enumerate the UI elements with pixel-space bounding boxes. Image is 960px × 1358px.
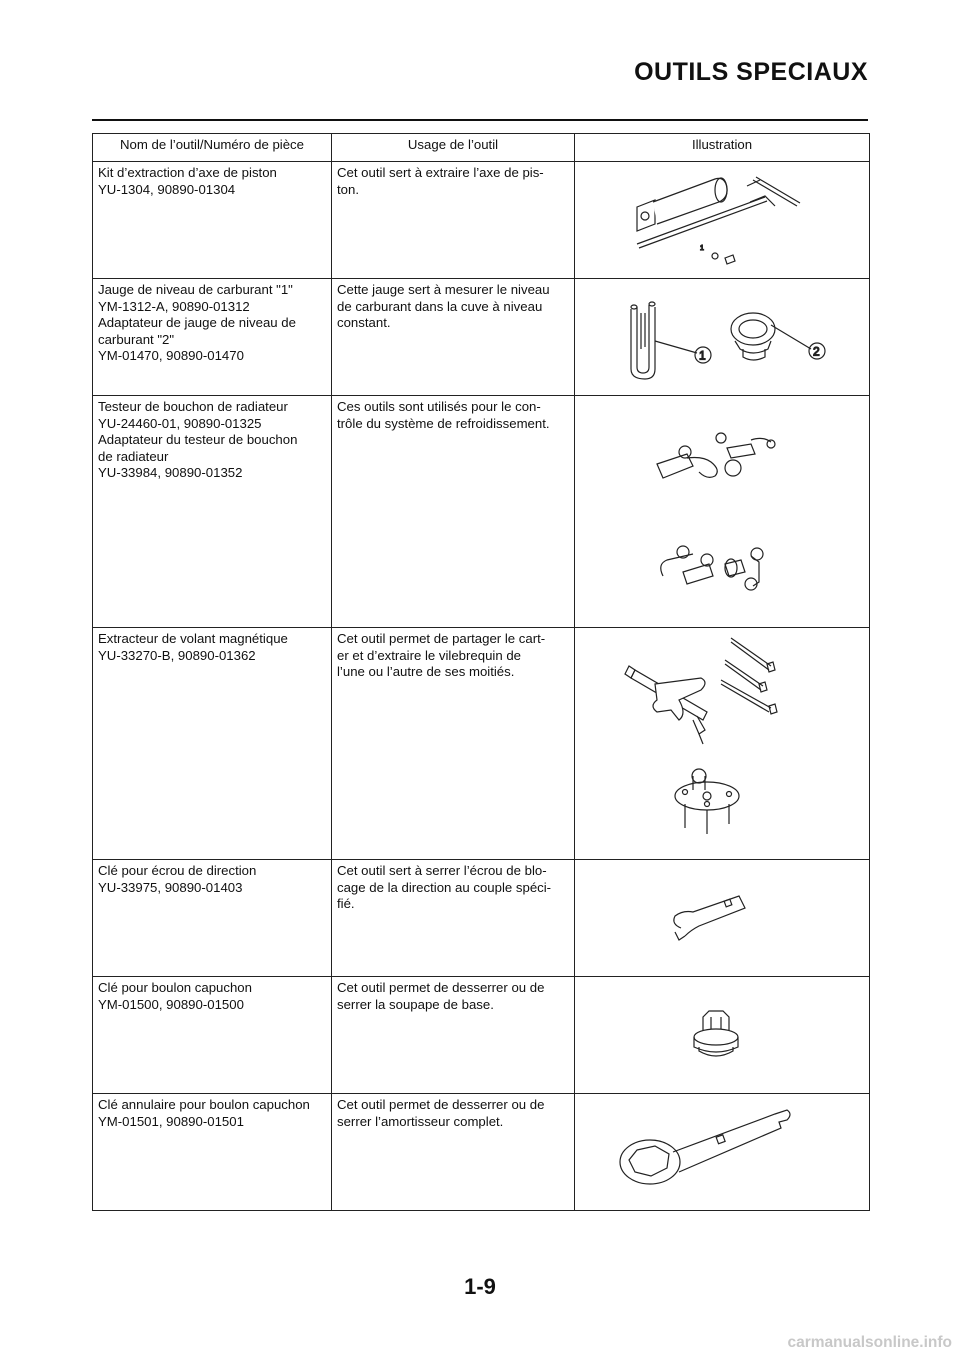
tool-name-line: carburant "2" xyxy=(98,331,175,347)
callout-2: 2 xyxy=(813,344,820,359)
tool-name-line: Adaptateur du testeur de bouchon xyxy=(98,432,298,447)
usage-line: fié. xyxy=(337,896,355,911)
cap-bolt-wrench-illustration xyxy=(575,977,870,1094)
table-header-row xyxy=(93,134,870,162)
usage-line: er et d’extraire le vilebrequin de xyxy=(337,647,521,663)
tool-name-cell xyxy=(93,977,332,1094)
table-row xyxy=(93,628,870,860)
illustration-cell xyxy=(575,162,870,279)
steering-nut-wrench-illustration xyxy=(575,860,870,977)
usage-line: Cette jauge sert à mesurer le niveau xyxy=(337,282,550,297)
table-row xyxy=(93,279,870,396)
tool-number-line: YU-33984, 90890-01352 xyxy=(98,465,243,480)
tool-number-line: YM-01500, 90890-01500 xyxy=(98,996,244,1012)
tool-number-line: YM-1312-A, 90890-01312 xyxy=(98,298,250,314)
table-row xyxy=(93,162,870,279)
table-row xyxy=(93,977,870,1094)
tool-number-line: YU-24460-01, 90890-01325 xyxy=(98,415,262,431)
tool-name-line: Testeur de bouchon de radiateur xyxy=(98,399,288,414)
radiator-cap-tester-illustration xyxy=(575,396,870,628)
usage-line: l’une ou l’autre de ses moitiés. xyxy=(337,664,515,679)
usage-line: Cet outil sert à serrer l’écrou de blo- xyxy=(337,863,547,878)
tool-name-line: Kit d’extraction d’axe de piston xyxy=(98,165,277,180)
tool-name-cell xyxy=(93,279,332,396)
usage-line: trôle du système de refroidissement. xyxy=(337,415,550,431)
flywheel-puller-illustration xyxy=(575,628,870,860)
tool-name-line: Extracteur de volant magnétique xyxy=(98,631,288,646)
tool-number-line: YM-01501, 90890-01501 xyxy=(98,1113,244,1129)
tool-number-line: YU-1304, 90890-01304 xyxy=(98,181,236,197)
svg-text:1: 1 xyxy=(700,245,704,252)
illustration-cell xyxy=(575,1094,870,1211)
tool-name-line: Clé pour écrou de direction xyxy=(98,863,257,878)
illustration-cell xyxy=(575,396,870,628)
tool-name-cell xyxy=(93,1094,332,1211)
tool-usage-cell xyxy=(332,977,575,1094)
fuel-level-gauge-illustration xyxy=(575,279,870,396)
cap-bolt-ring-wrench-illustration xyxy=(575,1094,870,1211)
tool-number-line: YM-01470, 90890-01470 xyxy=(98,348,244,363)
tool-name-cell xyxy=(93,628,332,860)
watermark: carmanualsonline.info xyxy=(787,1334,952,1351)
page-number: 1-9 xyxy=(464,1274,496,1299)
tool-name-line: de radiateur xyxy=(98,448,169,464)
usage-line: cage de la direction au couple spéci- xyxy=(337,879,552,895)
usage-line: Ces outils sont utilisés pour le con- xyxy=(337,399,541,414)
usage-line: serrer la soupape de base. xyxy=(337,996,494,1012)
tool-name-cell xyxy=(93,162,332,279)
tool-number-line: YU-33975, 90890-01403 xyxy=(98,879,243,895)
column-header-usage: Usage de l’outil xyxy=(332,134,575,162)
usage-line: Cet outil permet de desserrer ou de xyxy=(337,980,545,995)
title-rule xyxy=(92,119,868,121)
tool-name-cell xyxy=(93,396,332,628)
table-row xyxy=(93,860,870,977)
tool-usage-cell xyxy=(332,1094,575,1211)
usage-line: serrer l’amortisseur complet. xyxy=(337,1113,504,1129)
table-row xyxy=(93,1094,870,1211)
tool-name-cell xyxy=(93,860,332,977)
tool-usage-cell xyxy=(332,628,575,860)
tool-name-line: Clé pour boulon capuchon xyxy=(98,980,252,995)
tool-name-line: Jauge de niveau de carburant "1" xyxy=(98,282,293,297)
tool-usage-cell xyxy=(332,162,575,279)
tool-name-line: Clé annulaire pour boulon capuchon xyxy=(98,1097,310,1112)
illustration-cell xyxy=(575,628,870,860)
callout-1: 1 xyxy=(699,348,706,363)
special-tools-table xyxy=(92,133,870,1211)
usage-line: Cet outil permet de partager le cart- xyxy=(337,631,546,646)
table-row xyxy=(93,396,870,628)
illustration-cell xyxy=(575,860,870,977)
tool-usage-cell xyxy=(332,279,575,396)
illustration-cell xyxy=(575,279,870,396)
illustration-cell xyxy=(575,977,870,1094)
usage-line: Cet outil sert à extraire l’axe de pis- xyxy=(337,165,544,180)
usage-line: ton. xyxy=(337,181,359,197)
tool-usage-cell xyxy=(332,396,575,628)
tool-number-line: YU-33270-B, 90890-01362 xyxy=(98,647,256,663)
usage-line: Cet outil permet de desserrer ou de xyxy=(337,1097,545,1112)
page-title: OUTILS SPECIAUX xyxy=(634,58,868,86)
piston-pin-puller-illustration xyxy=(575,162,870,279)
tool-name-line: Adaptateur de jauge de niveau de xyxy=(98,315,296,330)
usage-line: de carburant dans la cuve à niveau xyxy=(337,298,543,314)
column-header-illustration: Illustration xyxy=(575,134,870,162)
tool-usage-cell xyxy=(332,860,575,977)
column-header-tool-name: Nom de l’outil/Numéro de pièce xyxy=(93,134,332,162)
usage-line: constant. xyxy=(337,315,391,330)
